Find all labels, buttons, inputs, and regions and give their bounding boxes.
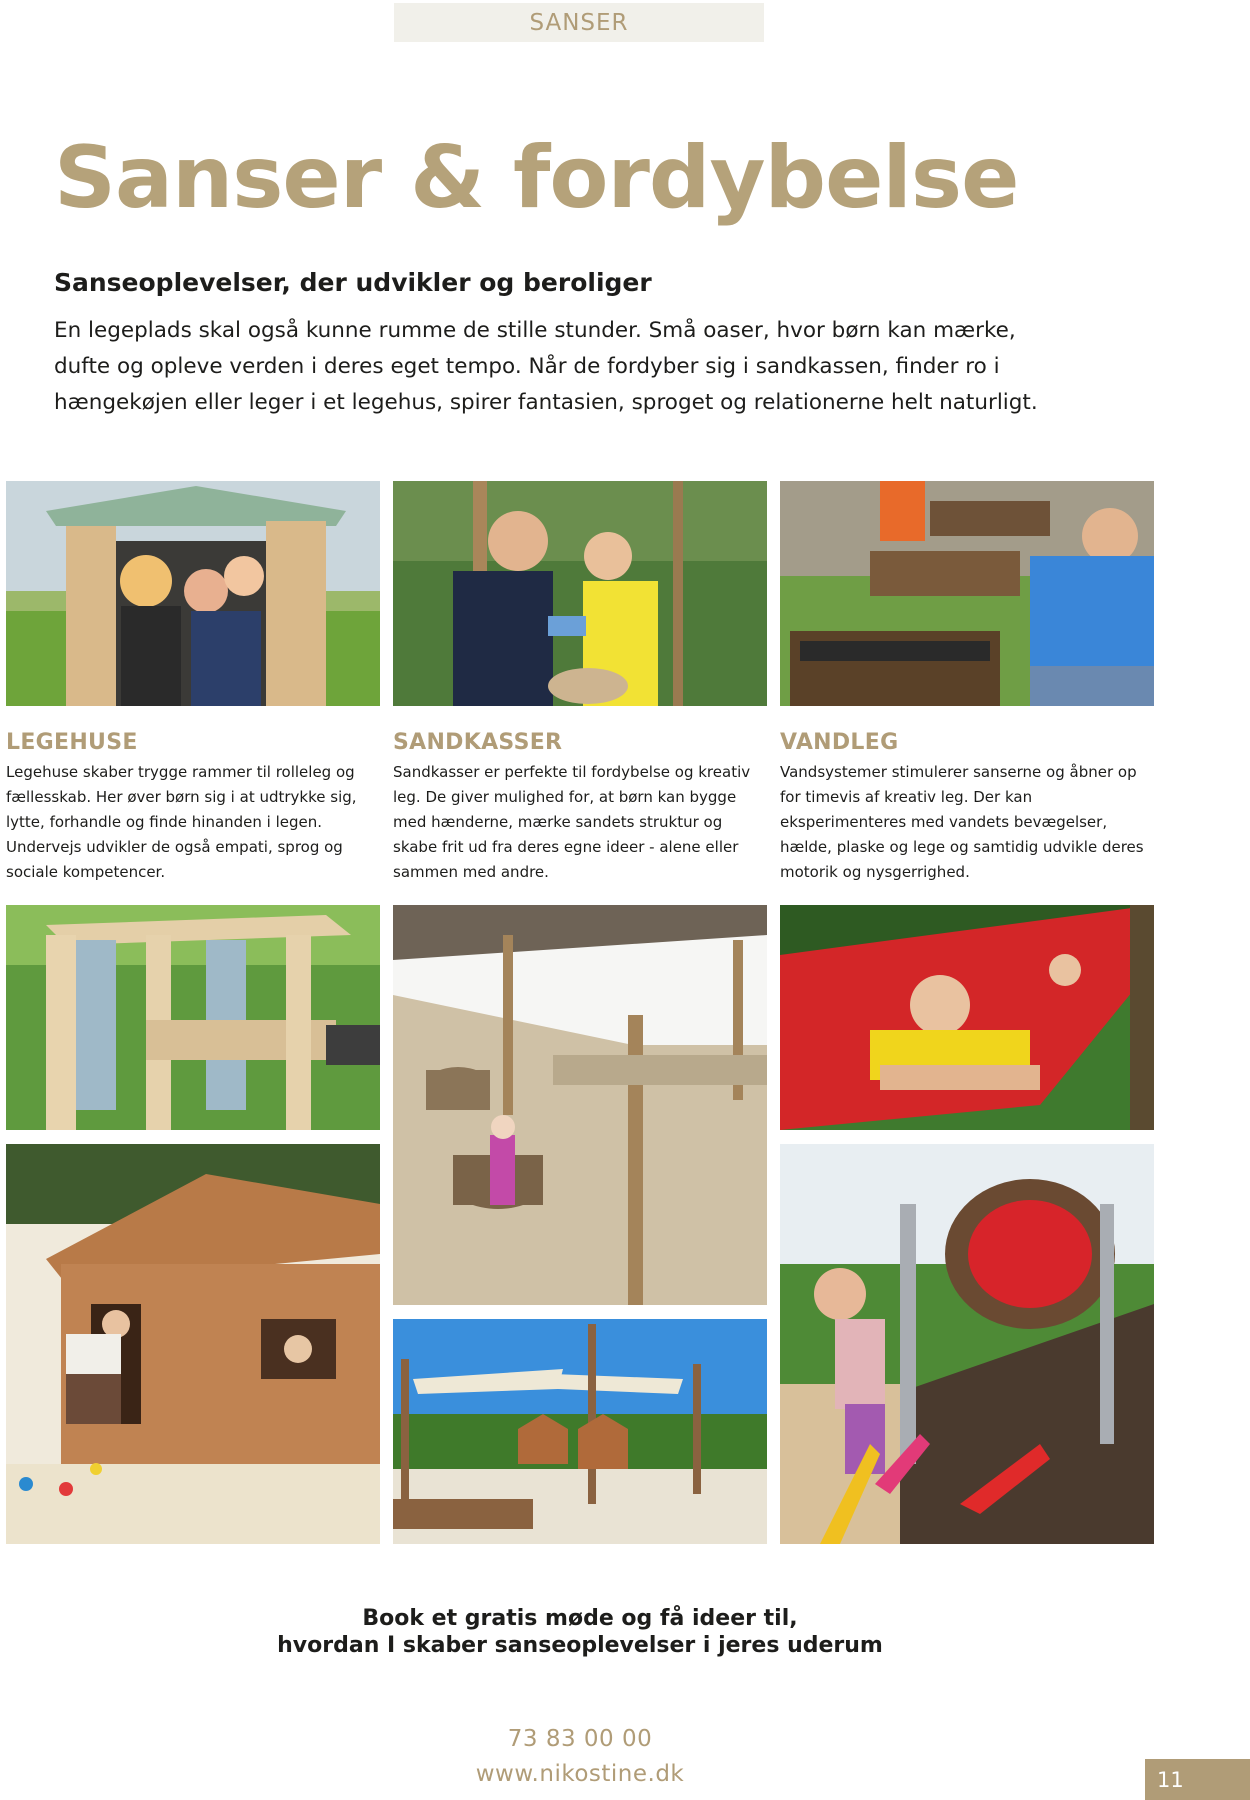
section-tab: SANSER	[394, 3, 764, 42]
photo-sandbox-playground-overview	[393, 1319, 767, 1544]
vandleg-text: Vandsystemer stimulerer sanserne og åbner op for timevis af kreativ leg. Der kan eksperimenteres med vandets bevægelser, hælde, plaske og lege og samtidig udvikle deres motorik og nysgerrighed.	[780, 763, 1144, 881]
cta-line-1: Book et gratis møde og få ideer til,	[362, 1606, 798, 1631]
phone-number[interactable]: 73 83 00 00	[507, 1726, 653, 1752]
legehuse-text: Legehuse skaber trygge rammer til rolleleg og fællesskab. Her øver børn sig i at udtrykke sig, lytte, forhandle og finde hinanden i legen. Undervejs udvikler de også empati, sprog og sociale kompetencer.	[6, 763, 357, 881]
page-number: 11	[1145, 1759, 1250, 1800]
photo-hammock-boy	[780, 905, 1154, 1130]
photo-water-play	[780, 481, 1154, 706]
photo-wooden-playhouse-counter	[6, 905, 380, 1130]
photo-playhouse-children	[6, 481, 380, 706]
cta-line-2: hvordan I skaber sanseoplevelser i jeres uderum	[277, 1633, 883, 1658]
photo-sandbox-sail-shade	[393, 905, 767, 1305]
photo-boys-sandbox	[393, 481, 767, 706]
page-title: Sanser & fordybelse	[54, 128, 1019, 228]
vandleg-heading: VANDLEG	[780, 730, 899, 755]
sandkasser-text: Sandkasser er perfekte til fordybelse og kreativ leg. De giver mulighed for, at børn kan bygge med hænderne, mærke sandets struktur og skabe frit ud fra deres egne ideer - alene eller sammen med andre.	[393, 763, 751, 881]
photo-spinning-bowl-girl	[780, 1144, 1154, 1544]
legehuse-heading: LEGEHUSE	[6, 730, 138, 755]
call-to-action	[180, 1605, 980, 1659]
website-link[interactable]: www.nikostine.dk	[475, 1761, 685, 1787]
intro-paragraph: En legeplads skal også kunne rumme de stille stunder. Små oaser, hvor børn kan mærke, dufte og opleve verden i deres eget tempo. Når de fordyber sig i sandkassen, finder ro i hængekøjen eller leger i et legehus, spirer fantasien, sproget og relationerne helt naturligt.	[54, 318, 1038, 415]
page-subtitle: Sanseoplevelser, der udvikler og beroliger	[54, 268, 652, 297]
sandkasser-heading: SANDKASSER	[393, 730, 563, 755]
photo-wooden-cabin	[6, 1144, 380, 1544]
